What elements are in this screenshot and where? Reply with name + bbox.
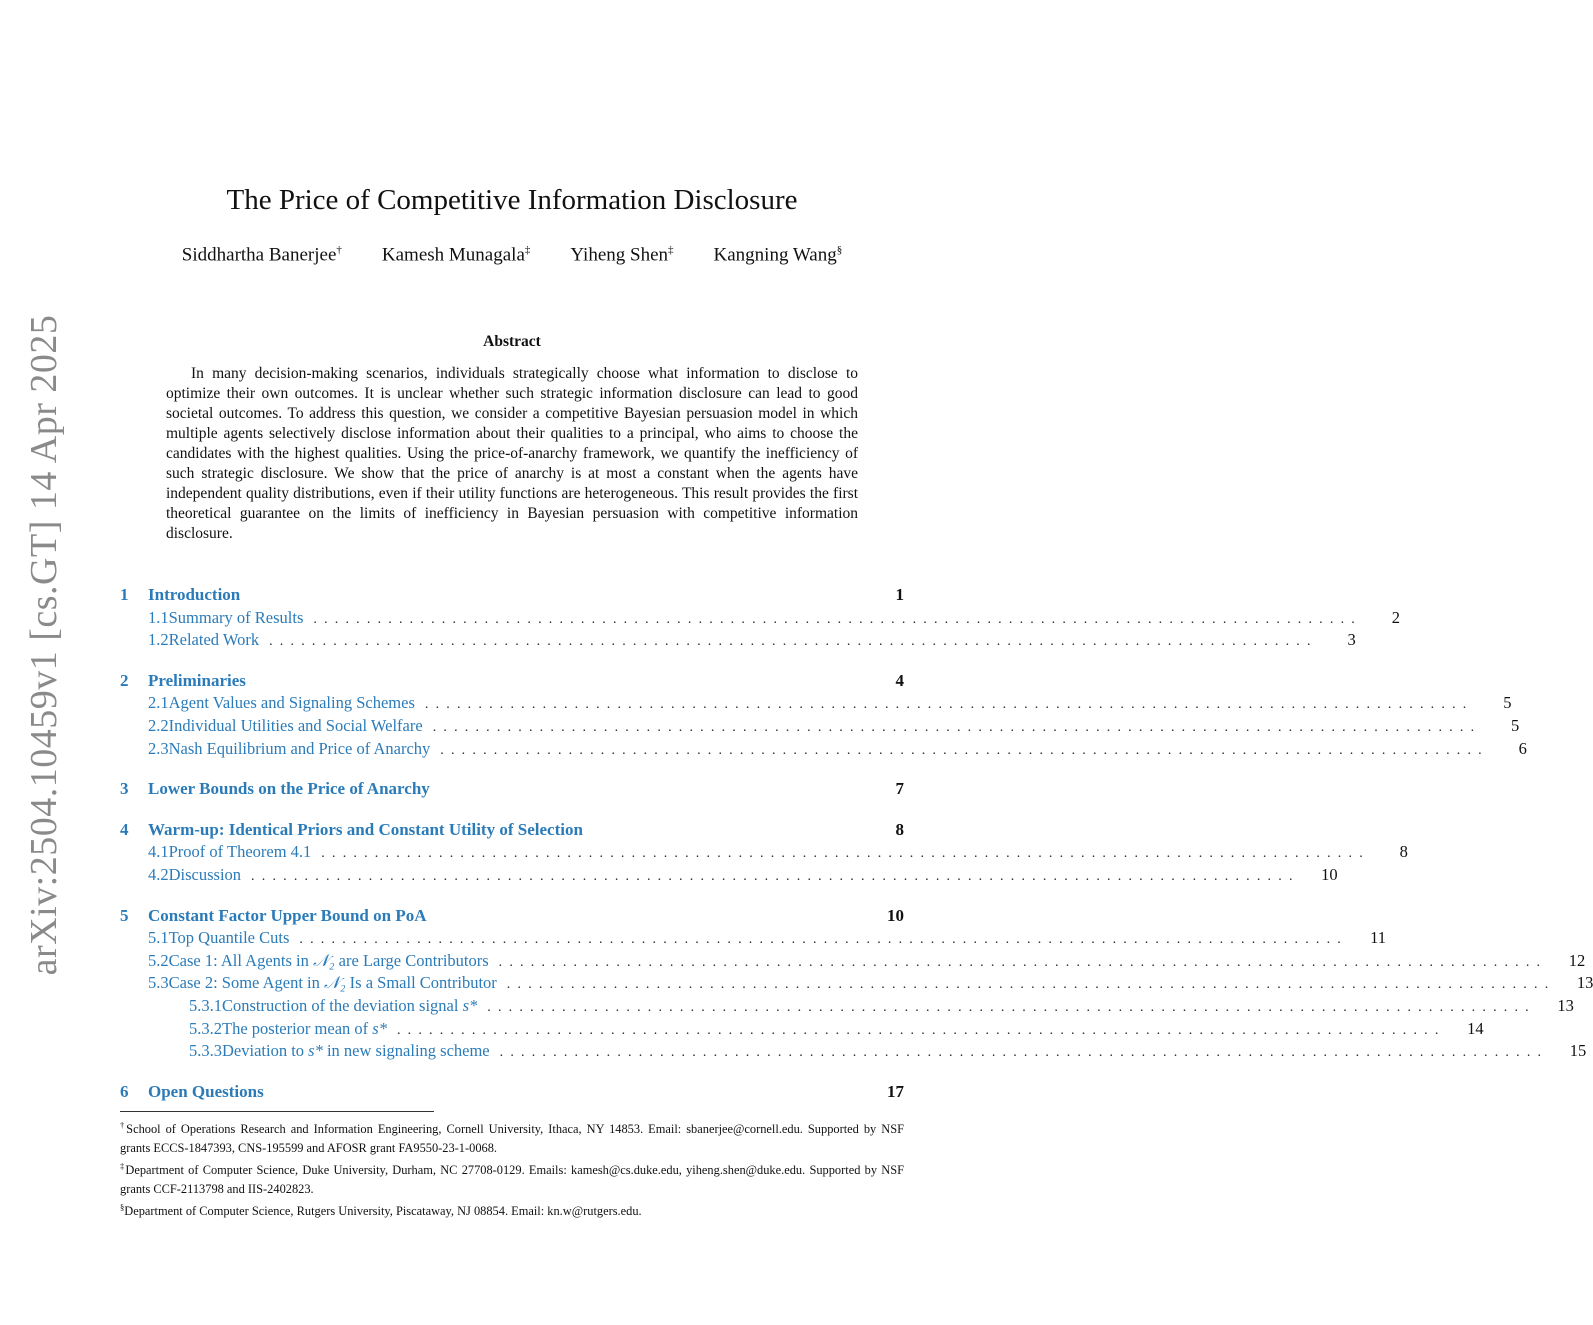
toc-subsection-5-3[interactable]: 5.3 Case 2: Some Agent in 𝒩₂ Is a Small Contributor .................................................................................................. 13 [148,973,1593,993]
toc-subsection-4-2[interactable]: 4.2 Discussion .................................................................................................. 10 [148,864,1338,884]
arxiv-identifier-stamp: arXiv:2504.10459v1 [cs.GT] 14 Apr 2025 [23,314,65,976]
math-symbol: s* [372,1018,387,1038]
affiliation-mark: ‡ [668,244,674,256]
table-of-contents [120,585,1593,1104]
author: Kamesh Munagala‡ [381,244,531,266]
toc-section-6[interactable]: 6 Open Questions 17 [120,1081,904,1101]
author: Yiheng Shen‡ [570,244,674,266]
toc-subsection-5-2[interactable]: 5.2 Case 1: All Agents in 𝒩₂ are Large Contributors .................................................................................................. 12 [148,950,1586,970]
toc-section-4[interactable]: 4 Warm-up: Identical Priors and Constant Utility of Selection 8 [120,819,904,839]
abstract-heading: Abstract [483,333,541,350]
footnote: †School of Operations Research and Information Engineering, Cornell University, Ithaca, NY 14853. Email: sbanerjee@cornell.edu. Supported by NSF grants ECCS-1847393, CNS-195599 and AFOSR grant FA9550-23-1-0068. [120,1120,904,1155]
footnote-divider [120,1111,434,1112]
toc-subsubsection-5-3-1[interactable]: 5.3.1 Construction of the deviation signal s* .................................................................................................. 13 [189,995,1574,1015]
toc-subsection-4-1[interactable]: 4.1 Proof of Theorem 4.1 .................................................................................................. 8 [148,842,1408,862]
toc-section-3[interactable]: 3 Lower Bounds on the Price of Anarchy 7 [120,779,904,799]
math-symbol: 𝒩₂ [324,973,346,993]
footnotes [120,1116,904,1221]
toc-section-2[interactable]: 2 Preliminaries 4 [120,670,904,690]
toc-section-1[interactable]: 1 Introduction 1 [120,585,904,604]
math-symbol: s* [308,1041,323,1061]
toc-subsection-2-2[interactable]: 2.2 Individual Utilities and Social Welfare .................................................................................................. 5 [148,715,1520,735]
author: Siddhartha Banerjee† [181,244,342,266]
toc-subsection-5-1[interactable]: 5.1 Top Quantile Cuts .................................................................................................. 11 [148,928,1386,948]
toc-subsection-2-1[interactable]: 2.1 Agent Values and Signaling Schemes .................................................................................................. 5 [148,693,1512,713]
toc-subsubsection-5-3-2[interactable]: 5.3.2 The posterior mean of s* .................................................................................................. 14 [189,1018,1484,1038]
toc-subsection-2-3[interactable]: 2.3 Nash Equilibrium and Price of Anarchy .................................................................................................. 6 [148,738,1527,758]
affiliation-mark: § [836,244,843,256]
abstract-body: In many decision-making scenarios, individuals strategically choose what information to disclose to optimize their own outcomes. It is unclear whether such strategic information disclosure can lead to good societal outcomes. To address this question, we consider a competitive Bayesian persuasion model in which multiple agents selectively disclose information about their qualities to a principal, who aims to choose the candidates with the highest qualities. Using the price-of-anarchy framework, we quantify the inefficiency of such strategic disclosure. We show that the price of anarchy is at most a constant when the agents have independent quality distributions, even if their utility functions are heterogeneous. This result provides the first theoretical guarantee on the limits of inefficiency in Bayesian persuasion with competitive information disclosure. [166,365,858,542]
toc-subsection-1-1[interactable]: 1.1 Summary of Results .................................................................................................. 2 [148,607,1400,627]
author: Kangning Wang§ [713,244,843,266]
affiliation-mark: ‡ [524,244,531,256]
toc-subsection-1-2[interactable]: 1.2 Related Work .................................................................................................. 3 [148,630,1356,650]
paper-title: The Price of Competitive Information Disclosure [226,184,798,216]
footnote: §Department of Computer Science, Rutgers University, Piscataway, NJ 08854. Email: kn.w@rutgers.edu. [120,1202,642,1219]
toc-section-5[interactable]: 5 Constant Factor Upper Bound on PoA 10 [120,905,904,925]
footnote: ‡Department of Computer Science, Duke University, Durham, NC 27708-0129. Emails: kamesh@cs.duke.edu, yiheng.shen@duke.edu. Supported by NSF grants CCF-2113798 and IIS-2402823. [120,1161,905,1196]
math-symbol: 𝒩₂ [313,950,335,970]
affiliation-mark: † [336,244,342,256]
math-symbol: s* [462,995,478,1015]
author-list [0,244,1024,266]
toc-subsubsection-5-3-3[interactable]: 5.3.3 Deviation to s* in new signaling scheme .................................................................................................. 15 [189,1041,1587,1061]
